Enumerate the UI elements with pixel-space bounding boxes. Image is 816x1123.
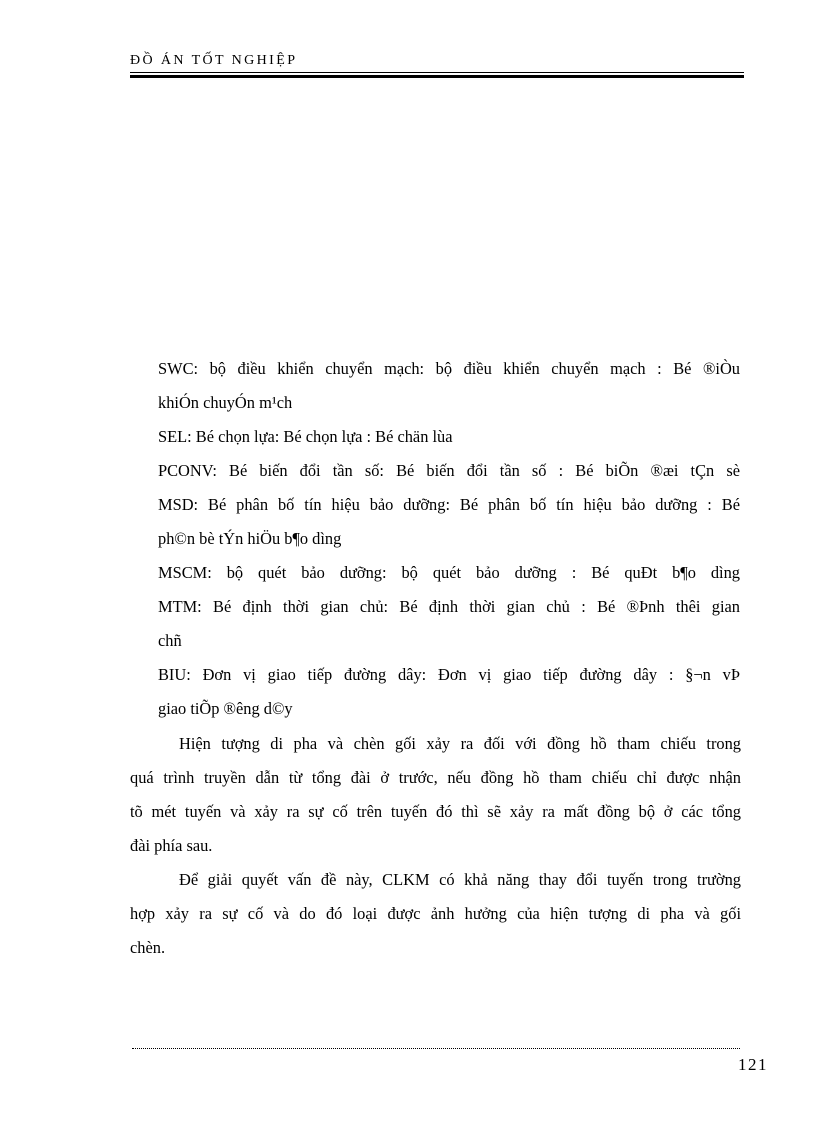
list-line: MSCM: bộ quét bảo dưỡng: bộ quét bảo dưỡng : Bé quÐt b¶o dìng bbox=[158, 563, 740, 582]
component-list bbox=[158, 352, 740, 726]
paragraph-line: Hiện tượng di pha và chèn gối xảy ra đối với đồng hồ tham chiếu trong bbox=[179, 734, 741, 753]
list-line: MTM: Bé định thời gian chủ: Bé định thời gian chủ : Bé ®Þnh thêi gian bbox=[158, 597, 740, 616]
paragraph-line: Để giải quyết vấn đề này, CLKM có khả năng thay đổi tuyến trong trường bbox=[179, 870, 741, 889]
list-line: SWC: bộ điều khiển chuyển mạch: bộ điều khiển chuyển mạch : Bé ®iÒu bbox=[158, 359, 740, 378]
list-line: SEL: Bé chọn lựa: Bé chọn lựa : Bé chän lùa bbox=[158, 427, 453, 446]
list-line: khiÓn chuyÓn m¹ch bbox=[158, 393, 293, 412]
paragraph-line: đài phía sau. bbox=[130, 836, 213, 855]
header-rule-thin bbox=[130, 72, 744, 73]
paragraph-line: hợp xảy ra sự cố và do đó loại được ảnh hưởng của hiện tượng di pha và gối bbox=[130, 904, 741, 923]
header-title: ĐỒ ÁN TỐT NGHIỆP bbox=[130, 53, 298, 68]
list-line: PCONV: Bé biến đổi tần số: Bé biến đổi tần số : Bé biÕn ®æi tÇn sè bbox=[158, 461, 740, 480]
page-number: 121 bbox=[738, 1055, 768, 1074]
list-line: MSD: Bé phân bố tín hiệu bảo dưỡng: Bé phân bố tín hiệu bảo dưỡng : Bé bbox=[158, 495, 740, 514]
paragraph-clkm-solution bbox=[130, 863, 741, 965]
list-line: giao tiÕp ®êng d©y bbox=[158, 699, 293, 718]
paragraph-phase-drift bbox=[130, 727, 741, 863]
list-line: BIU: Đơn vị giao tiếp đường dây: Đơn vị giao tiếp đường dây : §¬n vÞ bbox=[158, 665, 740, 684]
footer-rule bbox=[132, 1048, 740, 1049]
paragraph-line: chèn. bbox=[130, 938, 166, 957]
paragraph-line: quá trình truyền dẫn từ tổng đài ở trước, nếu đồng hồ tham chiếu chỉ được nhận bbox=[130, 768, 741, 787]
list-line: ph©n bè tÝn hiÖu b¶o dìng bbox=[158, 529, 342, 548]
list-line: chñ bbox=[158, 631, 182, 650]
header-rule-thick bbox=[130, 75, 744, 78]
paragraph-line: tõ mét tuyến và xảy ra sự cố trên tuyến đó thì sẽ xảy ra mất đồng bộ ở các tổng bbox=[130, 802, 741, 821]
